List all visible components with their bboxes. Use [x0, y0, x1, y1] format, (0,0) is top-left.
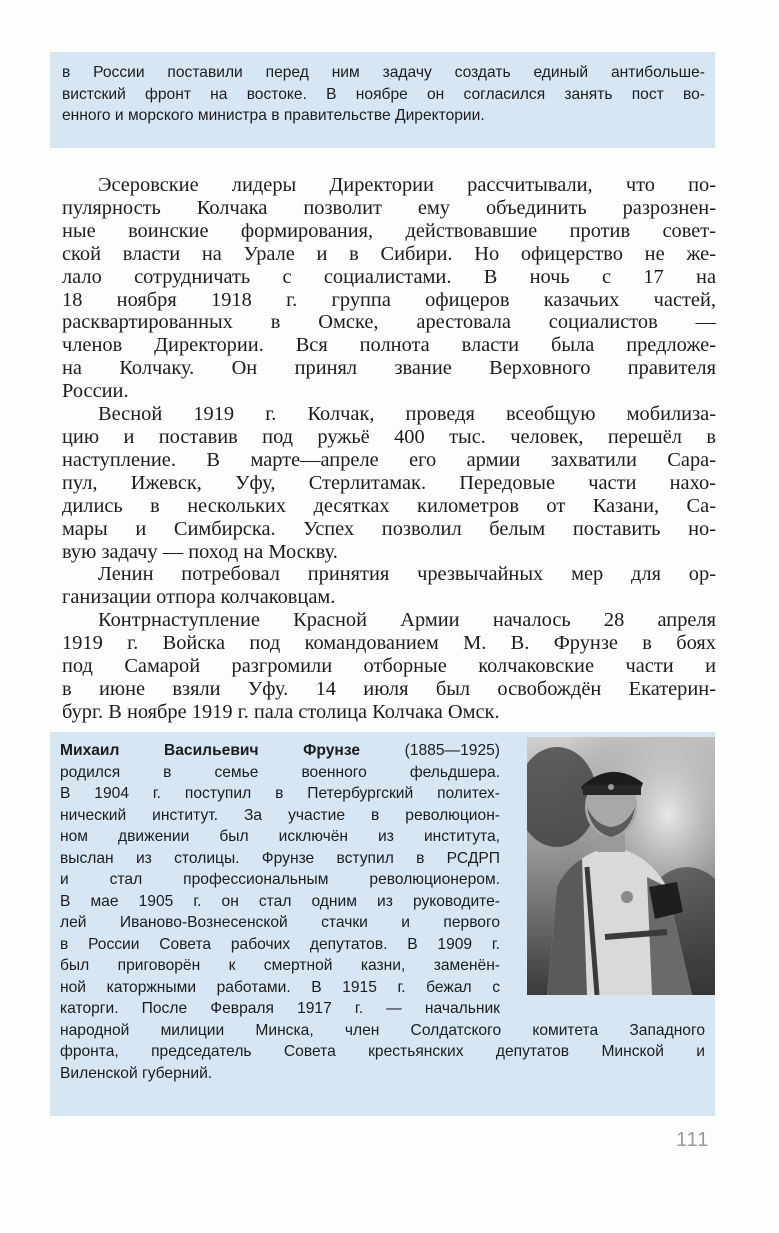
bio-line: лей Иваново-Вознесенской стачки и первого — [60, 914, 500, 931]
top-box-line: енного и морского министра в правительстве Директории. — [62, 107, 485, 124]
text-line: Эсеровские лидеры Директории рассчитывали, что по- — [98, 174, 716, 196]
text-line: вую задачу — поход на Москву. — [62, 540, 338, 563]
top-box-line: в России поставили перед ним задачу создать единый антибольше- — [62, 64, 705, 81]
bio-line: выслан из столицы. Фрунзе вступил в РСДРП — [60, 849, 500, 867]
paragraph — [62, 563, 716, 609]
bio-line: В 1904 г. поступил в Петербургский политех- — [60, 785, 500, 802]
paragraph — [62, 403, 716, 563]
text-line: под Самарой разгромили отборные колчаковские части и — [62, 655, 716, 678]
biography-text — [60, 740, 500, 1020]
text-line: расквартированных в Омске, арестовала социалистов — — [62, 311, 716, 334]
text-line: пулярность Колчака позволит ему объединить разрознен- — [62, 196, 716, 219]
bio-line: родился в семье военного фельдшера. — [60, 763, 500, 781]
text-line: пул, Ижевск, Уфу, Стерлитамак. Передовые части нахо- — [62, 471, 716, 494]
top-box-line: вистский фронт на востоке. В ноябре он согласился занять пост во- — [62, 85, 705, 103]
biography-heading-line — [60, 740, 500, 762]
text-line: 18 ноября 1918 г. группа офицеров казачьих частей, — [62, 288, 716, 311]
text-line: на Колчаку. Он принял звание Верховного правителя — [62, 357, 716, 380]
text-line: Ленин потребовал принятия чрезвычайных мер для ор- — [98, 563, 716, 586]
text-line: членов Директории. Вся полнота власти была предложе- — [62, 334, 716, 357]
bio-line: фронта, председатель Совета крестьянских депутатов Минской и — [60, 1043, 705, 1060]
text-line: Весной 1919 г. Колчак, проведя всеобщую мобилиза- — [98, 403, 716, 426]
bio-line: В мае 1905 г. он стал одним из руководите- — [60, 892, 500, 910]
paragraph — [62, 609, 716, 724]
bio-line: в России Совета рабочих депутатов. В 1909 г. — [60, 935, 500, 953]
text-line: бург. В ноябре 1919 г. пала столица Колчака Омск. — [62, 700, 500, 723]
portrait-image — [527, 737, 715, 995]
bio-line: каторги. После Февраля 1917 г. — начальник — [60, 1000, 500, 1017]
text-line: ганизации отпора колчаковцам. — [62, 586, 336, 609]
text-line: мары и Симбирска. Успех позволил белым поставить но- — [62, 517, 716, 540]
paragraph — [62, 174, 716, 403]
text-line: Контрнаступление Красной Армии началось 28 апреля — [98, 609, 716, 632]
bio-line: народной милиции Минска, член Солдатского комитета Западного — [60, 1021, 705, 1039]
text-line: ные воинские формирования, действовавшие против совет- — [62, 219, 716, 242]
text-line: лало сотрудничать с социалистами. В ночь с 17 на — [62, 265, 716, 288]
bio-line: нический институт. За участие в революцион- — [60, 806, 500, 824]
biography-text-wide — [60, 1020, 705, 1085]
frunze-portrait — [527, 737, 715, 995]
bio-line: ном движении был исключён из института, — [60, 828, 500, 845]
text-line: ской власти на Урале и в Сибири. Но офицерство не же- — [62, 242, 716, 265]
text-line: наступление. В марте—апреле его армии захватили Сара- — [62, 448, 716, 471]
top-info-box — [50, 52, 715, 148]
text-line: цию и поставив под ружьё 400 тыс. человек, перешёл в — [62, 425, 716, 448]
page-number: 111 — [676, 1129, 710, 1151]
bio-line: Виленской губерний. — [60, 1064, 213, 1082]
text-line: 1919 г. Войска под командованием М. В. Фрунзе в боях — [62, 632, 716, 655]
biography-name: Михаил Васильевич Фрунзе — [60, 742, 361, 759]
text-line: России. — [62, 380, 129, 403]
biography-years: (1885—1925) — [360, 742, 500, 759]
bio-line: и стал профессиональным революционером. — [60, 871, 500, 888]
text-line: в июне взяли Уфу. 14 июля был освобождён Екатерин- — [62, 677, 716, 700]
bio-line: ной каторжными работами. В 1915 г. бежал с — [60, 978, 500, 996]
bio-line: был приговорён к смертной казни, заменён- — [60, 957, 500, 974]
main-text — [62, 174, 716, 724]
text-line: дились в нескольких десятках километров от Казани, Са- — [62, 494, 716, 517]
